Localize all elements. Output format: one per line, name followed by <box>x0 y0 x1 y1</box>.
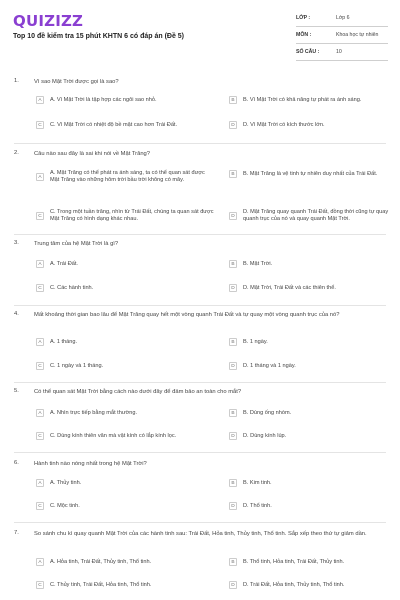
option-text: A. Mặt Trăng có thể phát ra ánh sáng, ta có thể quan sát được Mặt Trăng vào những hôm trời bầu trời không có mây. <box>50 170 205 183</box>
answer-option-d[interactable] <box>229 209 400 223</box>
option-text: C. Dùng kính thiên văn mà vật kính có lắp kính lọc. <box>50 432 177 439</box>
question-number: 5. <box>14 388 19 394</box>
answer-option-b[interactable] <box>229 338 400 346</box>
answer-option-a[interactable] <box>36 479 214 487</box>
option-text: C. Thủy tinh, Trái Đất, Hỏa tinh, Thổ tinh. <box>50 581 152 588</box>
question-text: So sánh chu kì quay quanh Mặt Trời của các hành tinh sau: Trái Đất, Hỏa tinh, Thủy tinh, Thổ tinh. Sắp xếp theo thứ tự giảm dần. <box>34 531 367 537</box>
option-text: C. Các hành tinh. <box>50 284 94 291</box>
question-text: Hành tinh nào nóng nhất trong hệ Mặt Trời? <box>34 461 147 467</box>
option-letter-box: B <box>229 96 237 104</box>
option-text: B. Dùng ống nhòm. <box>243 409 292 416</box>
option-letter-box: B <box>229 170 237 178</box>
question-text: Câu nào sau đây là sai khi nói về Mặt Trăng? <box>34 151 151 157</box>
quizizz-logo: QUIZIZZ <box>13 12 84 30</box>
option-letter-box: D <box>229 121 237 129</box>
answer-option-c[interactable] <box>36 581 214 589</box>
question-divider <box>14 452 386 453</box>
worksheet-header <box>0 0 400 70</box>
answer-option-d[interactable] <box>229 581 400 589</box>
question-divider <box>14 305 386 306</box>
info-label: MÔN : <box>296 32 312 38</box>
option-letter-box: B <box>229 558 237 566</box>
question-number: 3. <box>14 240 19 246</box>
option-letter-box: A <box>36 260 44 268</box>
option-letter-box: A <box>36 479 44 487</box>
option-letter-box: A <box>36 558 44 566</box>
question-number: 4. <box>14 311 19 317</box>
question-text: Có thể quan sát Mặt Trời bằng cách nào dưới đây để đảm bảo an toàn cho mắt? <box>34 389 242 395</box>
answer-option-a[interactable] <box>36 409 214 417</box>
question-divider <box>14 143 386 144</box>
option-letter-box: B <box>229 479 237 487</box>
answer-option-c[interactable] <box>36 362 214 370</box>
answer-option-d[interactable] <box>229 362 400 370</box>
option-letter-box: C <box>36 502 44 510</box>
option-letter-box: A <box>36 96 44 104</box>
option-letter-box: B <box>229 260 237 268</box>
answer-option-d[interactable] <box>229 502 400 510</box>
option-text: A. Hỏa tinh, Trái Đất, Thủy tinh, Thổ tinh. <box>50 558 152 565</box>
option-text: D. Trái Đất, Hỏa tinh, Thủy tinh, Thổ tinh. <box>243 581 345 588</box>
option-text: D. Thổ tinh. <box>243 502 272 509</box>
answer-option-d[interactable] <box>229 284 400 292</box>
option-text: A. Nhìn trực tiếp bằng mắt thường. <box>50 409 138 416</box>
info-value: Khoa học tự nhiên <box>336 32 379 38</box>
option-text: C. Mộc tinh. <box>50 502 80 509</box>
answer-option-b[interactable] <box>229 409 400 417</box>
question-number: 2. <box>14 150 19 156</box>
info-label: LỚP : <box>296 15 311 21</box>
question-text: Mất khoảng thời gian bao lâu để Mặt Trăng quay hết một vòng quanh Trái Đất và tự quay một vòng quanh trục của nó? <box>34 312 340 318</box>
question-number: 1. <box>14 78 19 84</box>
option-letter-box: D <box>229 581 237 589</box>
answer-option-a[interactable] <box>36 558 214 566</box>
option-text: B. Vì Mặt Trời có khả năng tự phát ra ánh sáng. <box>243 96 362 103</box>
option-letter-box: A <box>36 338 44 346</box>
question-divider <box>14 234 386 235</box>
info-row-class <box>296 10 388 27</box>
option-letter-box: C <box>36 362 44 370</box>
answer-option-b[interactable] <box>229 170 400 178</box>
answer-option-a[interactable] <box>36 260 214 268</box>
option-text: B. Kim tinh. <box>243 479 272 486</box>
question-divider <box>14 522 386 523</box>
option-text: B. 1 ngày. <box>243 338 268 345</box>
answer-option-c[interactable] <box>36 432 214 440</box>
option-letter-box: C <box>36 581 44 589</box>
info-label: SỐ CÂU : <box>296 49 320 55</box>
option-text: C. 1 ngày và 1 tháng. <box>50 362 104 369</box>
option-text: D. Mặt Trời, Trái Đất và các thiên thể. <box>243 284 336 291</box>
info-value: 10 <box>336 49 342 55</box>
option-text: A. Vì Mặt Trời là tập hợp các ngôi sao nhỏ. <box>50 96 157 103</box>
question-divider <box>14 382 386 383</box>
option-letter-box: D <box>229 502 237 510</box>
option-text: C. Trong một tuần trăng, nhìn từ Trái Đất, chúng ta quan sát được Mặt Trăng có hình dạng khác nhau. <box>50 209 214 222</box>
question-text: Vì sao Mặt Trời được gọi là sao? <box>34 79 119 85</box>
option-text: A. Thủy tinh. <box>50 479 82 486</box>
answer-option-a[interactable] <box>36 170 214 184</box>
answer-option-d[interactable] <box>229 121 400 129</box>
info-value: Lớp 6 <box>336 15 350 21</box>
option-letter-box: C <box>36 284 44 292</box>
option-text: D. Vì Mặt Trời có kích thước lớn. <box>243 121 325 128</box>
option-text: B. Mặt Trăng là vệ tinh tự nhiên duy nhất của Trái Đất. <box>243 170 378 177</box>
option-text: D. Dùng kính lúp. <box>243 432 287 439</box>
answer-option-b[interactable] <box>229 96 400 104</box>
option-letter-box: C <box>36 121 44 129</box>
answer-option-c[interactable] <box>36 284 214 292</box>
option-text: A. Trái Đất. <box>50 260 78 267</box>
option-letter-box: C <box>36 212 44 220</box>
option-text: D. 1 tháng và 1 ngày. <box>243 362 296 369</box>
answer-option-c[interactable] <box>36 121 214 129</box>
option-letter-box: B <box>229 409 237 417</box>
info-row-subject <box>296 27 388 44</box>
option-text: B. Thổ tinh, Hỏa tinh, Trái Đất, Thủy tinh. <box>243 558 345 565</box>
option-text: B. Mặt Trời. <box>243 260 273 267</box>
answer-option-b[interactable] <box>229 260 400 268</box>
answer-option-c[interactable] <box>36 502 214 510</box>
option-text: D. Mặt Trăng quay quanh Trái Đất, đồng thời cũng tự quay quanh trục của nó và quay quanh Mặt Trời. <box>243 209 389 222</box>
option-letter-box: D <box>229 212 237 220</box>
answer-option-b[interactable] <box>229 479 400 487</box>
answer-option-b[interactable] <box>229 558 400 566</box>
question-number: 6. <box>14 460 19 466</box>
answer-option-d[interactable] <box>229 432 400 440</box>
answer-option-a[interactable] <box>36 338 214 346</box>
option-letter-box: B <box>229 338 237 346</box>
option-letter-box: A <box>36 409 44 417</box>
option-letter-box: D <box>229 362 237 370</box>
info-row-count <box>296 44 388 61</box>
option-letter-box: C <box>36 432 44 440</box>
question-number: 7. <box>14 530 19 536</box>
answer-option-c[interactable] <box>36 209 214 223</box>
option-letter-box: D <box>229 284 237 292</box>
worksheet-info-table <box>296 10 388 61</box>
question-text: Trung tâm của hệ Mặt Trời là gì? <box>34 241 119 247</box>
option-letter-box: A <box>36 173 44 181</box>
answer-option-a[interactable] <box>36 96 214 104</box>
option-letter-box: D <box>229 432 237 440</box>
option-text: C. Vì Mặt Trời có nhiệt độ bề mặt cao hơn Trái Đất. <box>50 121 178 128</box>
worksheet-title: Top 10 đề kiểm tra 15 phút KHTN 6 có đáp án (Đề 5) <box>13 33 185 40</box>
option-text: A. 1 tháng. <box>50 338 78 345</box>
